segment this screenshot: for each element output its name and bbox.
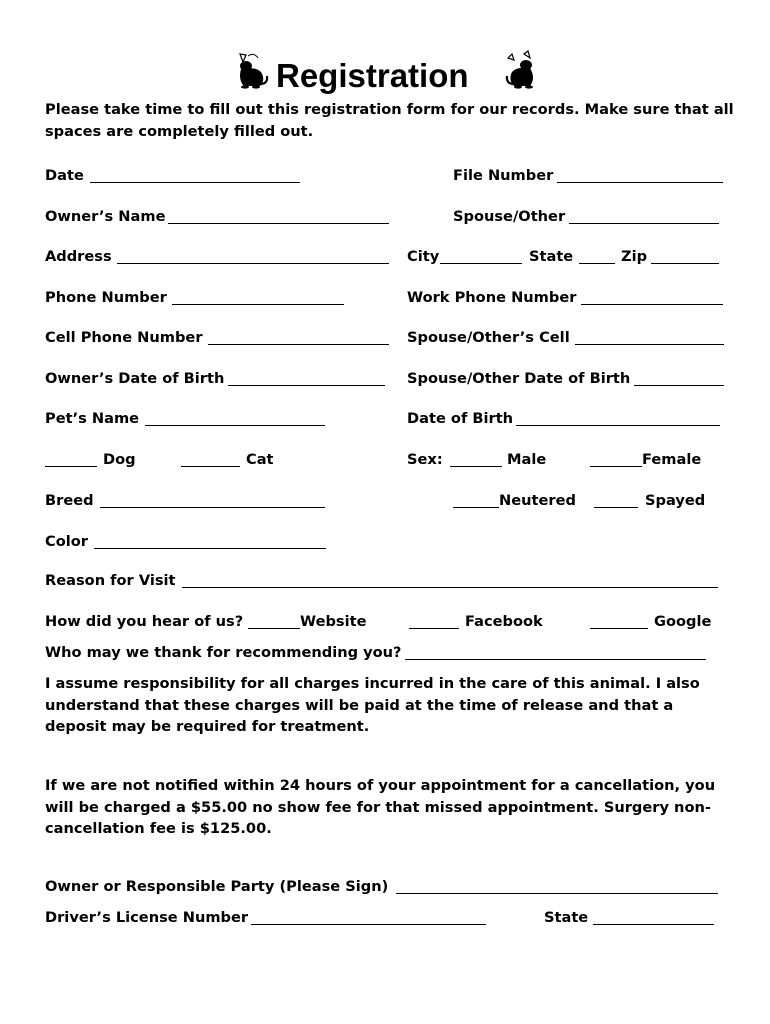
cat-icon (504, 50, 540, 90)
color-field[interactable] (94, 548, 326, 549)
drivers-license-label: Driver’s License Number (45, 909, 249, 926)
google-label: Google (654, 613, 712, 630)
spouse-cell-field[interactable] (575, 344, 724, 345)
pet-dob-field[interactable] (516, 425, 720, 426)
website-checkbox[interactable] (248, 628, 300, 629)
phone-number-field[interactable] (172, 304, 344, 305)
responsibility-text: I assume responsibility for all charges incurred in the care of this animal. I also understand that these charges will be paid at the time of release and that a deposit may be required for treatment. (45, 675, 700, 735)
work-phone-field[interactable] (581, 304, 723, 305)
zip-label: Zip (621, 248, 648, 265)
page-title: Registration (276, 57, 469, 94)
spouse-dob-field[interactable] (634, 385, 724, 386)
state-field[interactable] (579, 263, 615, 264)
breed-label: Breed (45, 492, 94, 509)
website-label: Website (300, 613, 367, 630)
owners-name-field[interactable] (168, 223, 389, 224)
owners-name-label: Owner’s Name (45, 208, 166, 225)
spouse-dob-label: Spouse/Other Date of Birth (407, 370, 631, 387)
reason-label: Reason for Visit (45, 572, 176, 589)
cell-phone-field[interactable] (208, 344, 389, 345)
state-label: State (529, 248, 574, 265)
owner-sign-label: Owner or Responsible Party (Please Sign) (45, 878, 389, 895)
address-field[interactable] (117, 263, 389, 264)
reason-field[interactable] (182, 587, 718, 588)
how-heard-label: How did you hear of us? (45, 613, 244, 630)
dl-state-field[interactable] (593, 924, 714, 925)
date-field[interactable] (90, 182, 300, 183)
spayed-checkbox[interactable] (594, 507, 638, 508)
google-checkbox[interactable] (590, 628, 648, 629)
color-label: Color (45, 533, 88, 550)
cat-checkbox[interactable] (181, 466, 240, 467)
pets-name-field[interactable] (145, 425, 325, 426)
file-number-label: File Number (453, 167, 554, 184)
who-thank-field[interactable] (405, 659, 706, 660)
drivers-license-field[interactable] (251, 924, 486, 925)
breed-field[interactable] (100, 507, 325, 508)
spouse-other-label: Spouse/Other (453, 208, 566, 225)
female-checkbox[interactable] (590, 466, 642, 467)
address-label: Address (45, 248, 112, 265)
zip-field[interactable] (651, 263, 719, 264)
pets-name-label: Pet’s Name (45, 410, 140, 427)
dl-state-label: State (544, 909, 589, 926)
phone-number-label: Phone Number (45, 289, 167, 306)
date-label: Date (45, 167, 84, 184)
cancellation-text: If we are not notified within 24 hours of your appointment for a cancellation, you will be charged a $55.00 no show fee for that missed appointment. Surgery non-cancellation fee is $125.00. (45, 777, 716, 837)
sex-label: Sex: (407, 451, 443, 468)
spouse-cell-label: Spouse/Other’s Cell (407, 329, 570, 346)
spouse-other-field[interactable] (569, 223, 719, 224)
owners-dob-field[interactable] (228, 385, 385, 386)
neutered-checkbox[interactable] (453, 507, 499, 508)
cat-label: Cat (246, 451, 274, 468)
facebook-label: Facebook (465, 613, 543, 630)
city-label: City (407, 248, 440, 265)
owner-sign-field[interactable] (396, 893, 718, 894)
neutered-label: Neutered (499, 492, 576, 509)
cat-icon (234, 50, 270, 90)
title-row (0, 50, 770, 102)
pet-dob-label: Date of Birth (407, 410, 514, 427)
owners-dob-label: Owner’s Date of Birth (45, 370, 225, 387)
male-label: Male (507, 451, 547, 468)
facebook-checkbox[interactable] (409, 628, 459, 629)
dog-label: Dog (103, 451, 136, 468)
work-phone-label: Work Phone Number (407, 289, 577, 306)
spayed-label: Spayed (645, 492, 706, 509)
male-checkbox[interactable] (450, 466, 502, 467)
cell-phone-label: Cell Phone Number (45, 329, 203, 346)
female-label: Female (642, 451, 702, 468)
who-thank-label: Who may we thank for recommending you? (45, 644, 402, 661)
file-number-field[interactable] (557, 182, 723, 183)
city-field[interactable] (440, 263, 522, 264)
dog-checkbox[interactable] (45, 466, 97, 467)
intro-text: Please take time to fill out this registration form for our records. Make sure that all spaces are completely filled out. (45, 101, 734, 140)
